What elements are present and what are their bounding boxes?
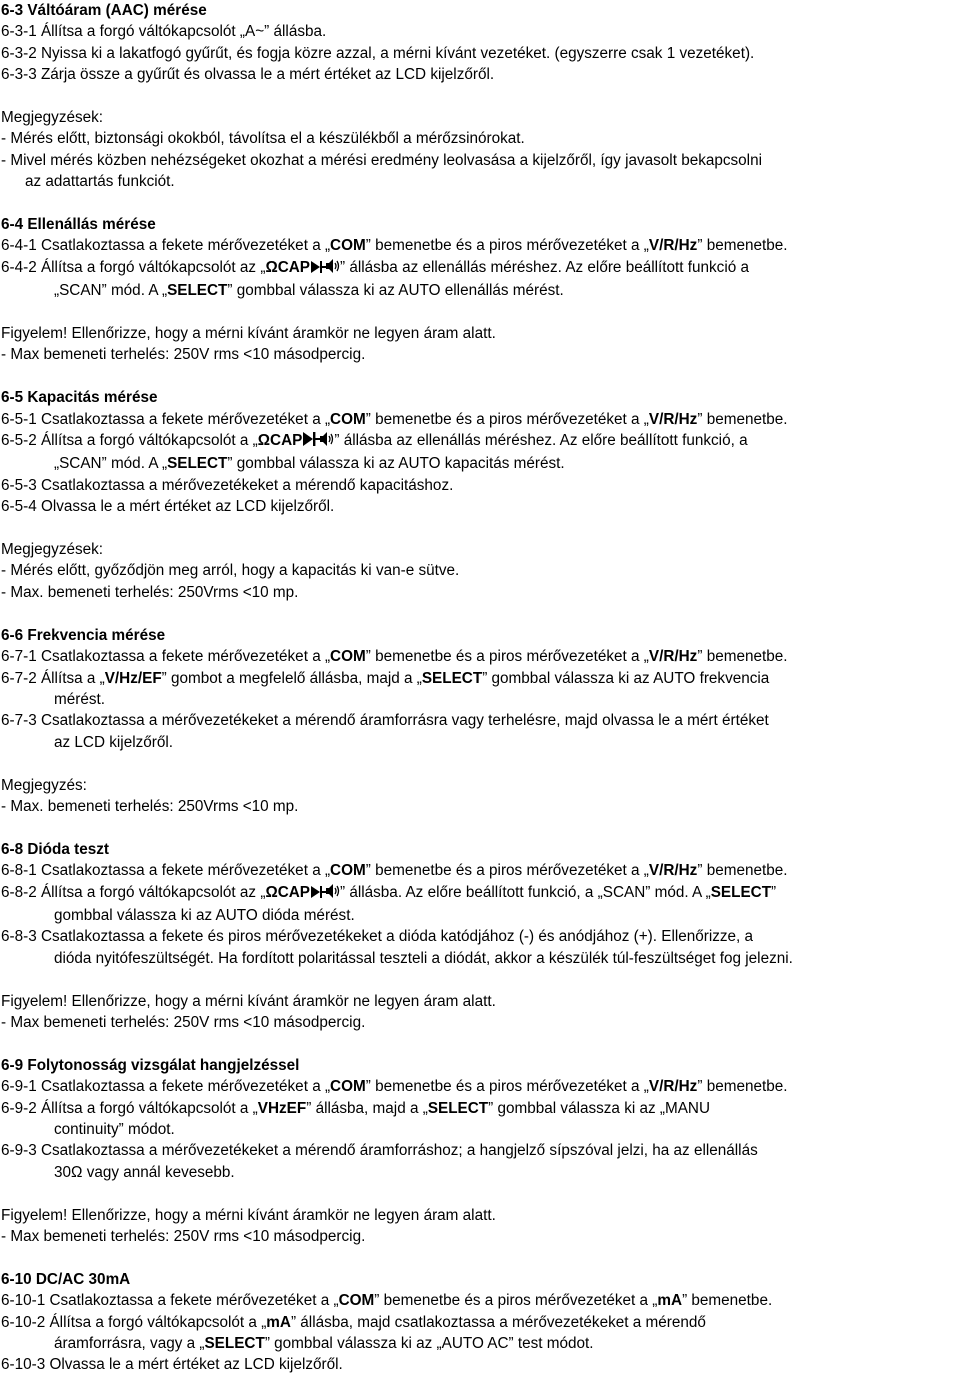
step-6-7-2-cont: mérést. xyxy=(54,690,105,708)
com-label: COM xyxy=(330,648,366,666)
note-2: - Mivel mérés közben nehézségeket okozhat a mérési eredmény leolvasása a kijelzőről, így javasolt bekapcsolni xyxy=(1,151,762,169)
max-input: - Max bemeneti terhelés: 250V rms <10 másodpercig. xyxy=(1,1227,366,1245)
text: ” gombbal válassza ki az AUTO kapacitás mérést. xyxy=(227,455,565,473)
text: 6-3-1 Állítsa a forgó váltókapcsolót „ xyxy=(1,23,246,41)
text: ” bemenetbe. xyxy=(697,1078,788,1096)
section-6-3 xyxy=(1,0,960,193)
step-6-7-1 xyxy=(1,646,960,667)
section-6-8 xyxy=(1,839,960,1034)
text: ” gombbal válassza ki az AUTO frekvencia xyxy=(482,669,770,687)
notes-title: Megjegyzések: xyxy=(1,109,104,127)
select-label: SELECT xyxy=(167,455,228,473)
text: ” bemenetbe. xyxy=(697,410,788,428)
section-6-10 xyxy=(1,1269,960,1376)
section-title: 6-10 DC/AC 30mA xyxy=(1,1270,131,1288)
com-label: COM xyxy=(338,1292,375,1310)
text: ” bemenetbe és a piros mérővezetéket a „ xyxy=(365,1078,649,1096)
note-1: - Mérés előtt, biztonsági okokból, távolítsa el a készülékből a mérőzsinórokat. xyxy=(1,130,525,148)
step-6-9-2 xyxy=(1,1098,960,1119)
text: ” bemenetbe és a piros mérővezetéket a „ xyxy=(374,1292,658,1310)
text: 6-7-2 Állítsa a „ xyxy=(1,669,105,687)
section-title: 6-6 Frekvencia mérése xyxy=(1,626,166,644)
step-6-4-1 xyxy=(1,235,960,256)
v-r-hz-label: V/R/Hz xyxy=(648,1078,698,1096)
warning-text: Ellenőrizze, hogy a mérni kívánt áramkör ne legyen áram alatt. xyxy=(67,325,496,343)
ma-label: mA xyxy=(657,1292,683,1310)
section-title: 6-9 Folytonosság vizsgálat hangjelzéssel xyxy=(1,1056,300,1074)
select-label: SELECT xyxy=(427,1099,489,1117)
warning-text: Ellenőrizze, hogy a mérni kívánt áramkör ne legyen áram alatt. xyxy=(67,1206,496,1224)
step-6-4-2 xyxy=(1,257,960,280)
select-label: SELECT xyxy=(167,282,228,300)
text: ” xyxy=(771,883,777,901)
text: ” állásba. xyxy=(264,23,327,41)
step-6-9-2-cont: continuity” módot. xyxy=(54,1120,175,1138)
com-label: COM xyxy=(330,237,366,255)
step-6-5-2 xyxy=(1,430,960,453)
section-title: 6-3 Váltóáram (AAC) mérése xyxy=(1,2,207,19)
text: ” gombot a megfelelő állásba, majd a „ xyxy=(161,669,422,687)
text: ” bemenetbe. xyxy=(697,648,788,666)
notes-title: Megjegyzések: xyxy=(1,541,104,559)
diode-icon xyxy=(302,431,320,453)
text: ” bemenetbe és a piros mérővezetéket a „ xyxy=(365,862,649,880)
section-6-6 xyxy=(1,625,960,818)
text: ” bemenetbe. xyxy=(697,862,788,880)
text: „SCAN” mód. A „ xyxy=(54,282,168,300)
text: 6-10-2 Állítsa a forgó váltókapcsolót a „ xyxy=(1,1313,267,1331)
diode-icon xyxy=(310,259,326,280)
section-6-9 xyxy=(1,1055,960,1248)
text: ” bemenetbe. xyxy=(697,237,788,255)
sound-icon xyxy=(320,431,334,453)
warning-label: Figyelem! xyxy=(1,992,68,1010)
max-input: - Max bemeneti terhelés: 250V rms <10 másodpercig. xyxy=(1,346,366,364)
section-title: 6-4 Ellenállás mérése xyxy=(1,216,156,234)
select-label: SELECT xyxy=(204,1335,265,1352)
step-6-7-3-cont: az LCD kijelzőről. xyxy=(54,733,174,751)
step-6-3-3: 6-3-3 Zárja össze a gyűrűt és olvassa le a mért értéket az LCD kijelzőről. xyxy=(1,66,495,84)
text: 6-8-1 Csatlakoztassa a fekete mérővezetéket a „ xyxy=(1,862,331,880)
com-label: COM xyxy=(330,862,366,880)
warning xyxy=(1,323,960,344)
step-6-10-2-cont xyxy=(1,1333,960,1354)
step-6-4-2-cont xyxy=(1,280,960,301)
text: ” bemenetbe. xyxy=(682,1292,773,1310)
notes-title: Megjegyzés: xyxy=(1,776,87,794)
note-2: - Max. bemeneti terhelés: 250Vrms <10 mp. xyxy=(1,583,299,601)
text: ” állásba. Az előre beállított funkció, a „SCAN” mód. A „ xyxy=(340,883,711,901)
note-2-cont: az adattartás funkciót. xyxy=(25,173,175,191)
text: ” gombbal válassza ki az AUTO ellenállás mérést. xyxy=(227,282,564,300)
step-6-3-2: 6-3-2 Nyissa ki a lakatfogó gyűrűt, és fogja közre azzal, a mérni kívánt vezetéket. (egyszerre csak 1 vezetéket). xyxy=(1,44,755,62)
select-label: SELECT xyxy=(421,669,483,687)
v-r-hz-label: V/R/Hz xyxy=(648,648,698,666)
step-6-10-1 xyxy=(1,1290,960,1311)
step-6-5-3: 6-5-3 Csatlakoztassa a mérővezetékeket a mérendő kapacitáshoz. xyxy=(1,476,454,494)
warning-text: Ellenőrizze, hogy a mérni kívánt áramkör ne legyen áram alatt. xyxy=(67,992,496,1010)
section-6-4 xyxy=(1,214,960,366)
step-6-10-3: 6-10-3 Olvassa le a mért értéket az LCD kijelzőről. xyxy=(1,1356,343,1374)
text: 6-8-2 Állítsa a forgó váltókapcsolót az „ xyxy=(1,883,266,901)
step-6-5-2-cont xyxy=(1,453,960,474)
text: ” állásba az ellenállás méréshez. Az előre beállított funkció a xyxy=(340,258,749,276)
section-6-5 xyxy=(1,387,960,603)
ma-label: mA xyxy=(266,1313,291,1331)
section-title: 6-8 Dióda teszt xyxy=(1,840,109,858)
ohm-cap-label: ΩCAP xyxy=(265,258,310,276)
step-6-9-3: 6-9-3 Csatlakoztassa a mérővezetékeket a mérendő áramforráshoz; a hangjelző sípszóval jelzi, ha az ellenállás xyxy=(1,1142,758,1160)
step-6-7-2 xyxy=(1,668,960,689)
step-6-7-3: 6-7-3 Csatlakoztassa a mérővezetékeket a mérendő áramforrásra vagy terhelésre, majd olvassa le a mért értéket xyxy=(1,712,769,730)
text: 6-4-2 Állítsa a forgó váltókapcsolót az „ xyxy=(1,258,266,276)
text: 6-9-2 Állítsa a forgó váltókapcsolót a „ xyxy=(1,1099,258,1117)
step-6-5-4: 6-5-4 Olvassa le a mért értéket az LCD kijelzőről. xyxy=(1,498,335,516)
section-title: 6-5 Kapacitás mérése xyxy=(1,389,158,407)
text: ” állásba az ellenállás méréshez. Az előre beállított funkció, a xyxy=(334,432,748,450)
step-6-10-2 xyxy=(1,1312,960,1333)
text: ” állásba, majd csatlakoztassa a mérővezetékeket a mérendő xyxy=(290,1313,706,1331)
sound-icon xyxy=(326,258,340,280)
ohm-cap-label: ΩCAP xyxy=(265,883,310,901)
vhzef-label: VHzEF xyxy=(257,1099,307,1117)
step-6-8-3: 6-8-3 Csatlakoztassa a fekete és piros mérővezetékeket a dióda katódjához (-) és anódjához (+). Ellenőrizze, a xyxy=(1,928,754,946)
com-label: COM xyxy=(330,1078,366,1096)
text: ” bemenetbe és a piros mérővezetéket a „ xyxy=(365,648,649,666)
com-label: COM xyxy=(330,410,366,428)
text: „SCAN” mód. A „ xyxy=(54,455,168,473)
text: 6-4-1 Csatlakoztassa a fekete mérővezetéket a „ xyxy=(1,237,331,255)
ac-current-label: A~ xyxy=(245,23,265,41)
warning-label: Figyelem! xyxy=(1,1206,68,1224)
text: 6-7-1 Csatlakoztassa a fekete mérővezetéket a „ xyxy=(1,648,331,666)
text: 6-9-1 Csatlakoztassa a fekete mérővezetéket a „ xyxy=(1,1078,331,1096)
v-r-hz-label: V/R/Hz xyxy=(648,862,698,880)
v-r-hz-label: V/R/Hz xyxy=(648,410,698,428)
max-input: - Max bemeneti terhelés: 250V rms <10 másodpercig. xyxy=(1,1013,366,1031)
text: ” bemenetbe és a piros mérővezetéket a „ xyxy=(365,237,649,255)
step-6-3-1 xyxy=(1,21,960,42)
text: ” gombbal válassza ki az „MANU xyxy=(488,1099,711,1117)
text: ” állásba, majd a „ xyxy=(306,1099,428,1117)
text: áramforrásra, vagy a „ xyxy=(54,1335,205,1352)
v-hz-ef-label: V/Hz/EF xyxy=(104,669,162,687)
text: 6-10-1 Csatlakoztassa a fekete mérővezetéket a „ xyxy=(1,1292,339,1310)
note-1: - Max. bemeneti terhelés: 250Vrms <10 mp. xyxy=(1,797,299,815)
diode-icon xyxy=(310,884,326,905)
step-6-8-2 xyxy=(1,882,960,905)
v-r-hz-label: V/R/Hz xyxy=(648,237,698,255)
step-6-8-3-cont: dióda nyitófeszültségét. Ha fordított polaritással teszteli a diódát, akkor a készülék túl-feszültséget fog jelezni. xyxy=(54,949,793,967)
step-6-5-1 xyxy=(1,409,960,430)
step-6-8-1 xyxy=(1,860,960,881)
text: ” gombbal válassza ki az „AUTO AC” test módot. xyxy=(264,1335,594,1352)
text: 6-5-2 Állítsa a forgó váltókapcsolót a „ xyxy=(1,432,258,450)
warning-label: Figyelem! xyxy=(1,325,68,343)
note-1: - Mérés előtt, győződjön meg arról, hogy a kapacitás ki van-e sütve. xyxy=(1,562,460,580)
warning xyxy=(1,1205,960,1226)
text: 6-5-1 Csatlakoztassa a fekete mérővezetéket a „ xyxy=(1,410,331,428)
step-6-9-3-cont: 30Ω vagy annál kevesebb. xyxy=(54,1163,235,1181)
step-6-8-2-cont: gombbal válassza ki az AUTO dióda mérést. xyxy=(54,906,355,924)
select-label: SELECT xyxy=(710,883,772,901)
sound-icon xyxy=(326,883,340,905)
text: ” bemenetbe és a piros mérővezetéket a „ xyxy=(365,410,649,428)
ohm-cap-label: ΩCAP xyxy=(257,432,303,450)
warning xyxy=(1,991,960,1012)
step-6-9-1 xyxy=(1,1076,960,1097)
